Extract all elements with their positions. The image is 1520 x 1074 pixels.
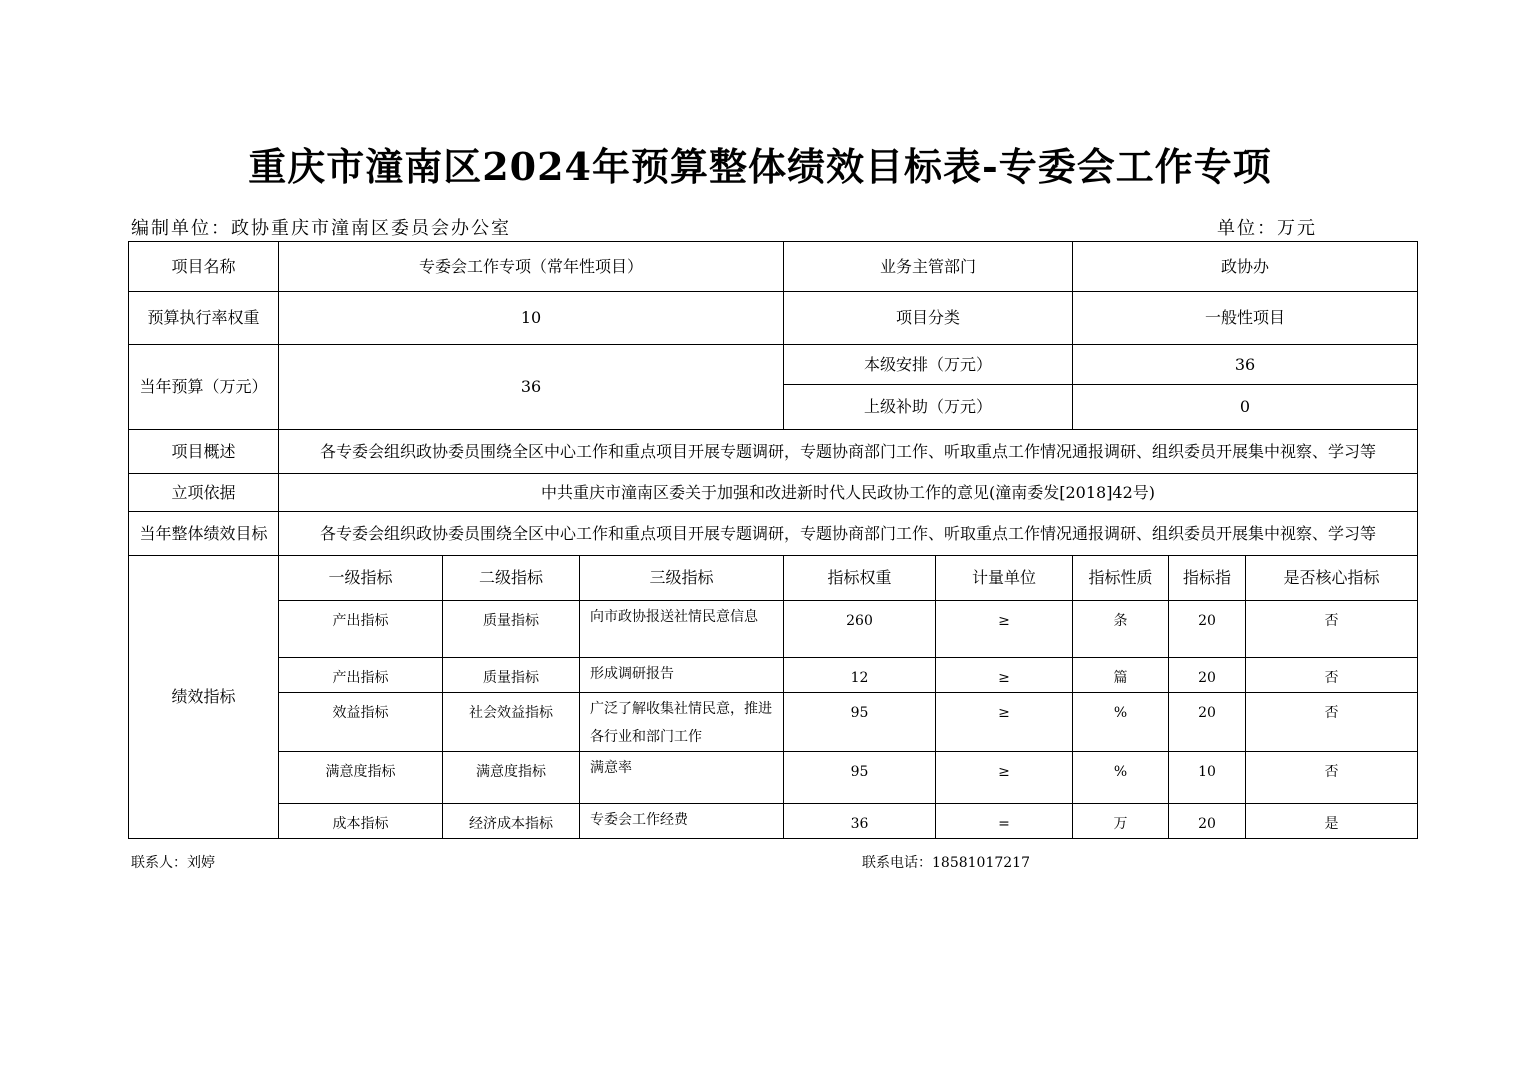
cell-core: 否 — [1246, 693, 1418, 752]
contact-person: 联系人：刘婷 — [131, 855, 215, 871]
cell-nature: 篇 — [1073, 658, 1169, 693]
indicators-section-label: 绩效指标 — [129, 556, 279, 839]
subsidy-label: 上级补助（万元） — [784, 385, 1073, 430]
cell-target: 10 — [1169, 752, 1246, 804]
indicator-header-row — [129, 556, 1418, 601]
table-row — [129, 693, 1418, 752]
cell-target: 20 — [1169, 693, 1246, 752]
goal-value: 各专委会组织政协委员围绕全区中心工作和重点项目开展专题调研，专题协商部门工作、听取重点工作情况通报调研、组织委员开展集中视察、学习等 — [279, 512, 1418, 556]
cell-level3: 形成调研报告 — [580, 658, 784, 693]
cell-level3: 满意率 — [580, 752, 784, 804]
table-row — [129, 601, 1418, 658]
cell-level3: 向市政协报送社情民意信息 — [580, 601, 784, 658]
local-label: 本级安排（万元） — [784, 345, 1073, 385]
cell-level2: 经济成本指标 — [443, 804, 580, 839]
overview-label: 项目概述 — [129, 430, 279, 474]
cell-core: 否 — [1246, 658, 1418, 693]
cell-level2: 质量指标 — [443, 658, 580, 693]
table-row — [129, 752, 1418, 804]
cell-target: 20 — [1169, 804, 1246, 839]
row-basis — [129, 474, 1418, 512]
header-level1: 一级指标 — [279, 556, 443, 601]
cell-level2: 社会效益指标 — [443, 693, 580, 752]
header-unit: 计量单位 — [936, 556, 1073, 601]
cell-level3: 广泛了解收集社情民意，推进各行业和部门工作 — [580, 693, 784, 752]
budget-label: 当年预算（万元） — [129, 345, 279, 430]
cell-weight: 260 — [784, 601, 936, 658]
page-title: 重庆市潼南区2024年预算整体绩效目标表-专委会工作专项 — [248, 144, 1272, 189]
basis-value: 中共重庆市潼南区委关于加强和改进新时代人民政协工作的意见(潼南委发[2018]42号) — [279, 474, 1418, 512]
header-level2: 二级指标 — [443, 556, 580, 601]
performance-table — [128, 241, 1418, 839]
dept-value: 政协办 — [1073, 242, 1418, 292]
cell-core: 是 — [1246, 804, 1418, 839]
local-value: 36 — [1073, 345, 1418, 385]
cell-weight: 95 — [784, 752, 936, 804]
cell-level1: 产出指标 — [279, 658, 443, 693]
cell-nature: 条 — [1073, 601, 1169, 658]
project-name-value: 专委会工作专项（常年性项目） — [279, 242, 784, 292]
currency-unit: 单位：万元 — [1217, 218, 1317, 239]
subsidy-value: 0 — [1073, 385, 1418, 430]
category-value: 一般性项目 — [1073, 292, 1418, 345]
contact-phone: 联系电话：18581017217 — [862, 855, 1030, 871]
cell-target: 20 — [1169, 658, 1246, 693]
header-core: 是否核心指标 — [1246, 556, 1418, 601]
cell-nature: % — [1073, 693, 1169, 752]
weight-label: 预算执行率权重 — [129, 292, 279, 345]
cell-nature: % — [1073, 752, 1169, 804]
goal-label: 当年整体绩效目标 — [129, 512, 279, 556]
weight-value: 10 — [279, 292, 784, 345]
cell-level1: 效益指标 — [279, 693, 443, 752]
overview-value: 各专委会组织政协委员围绕全区中心工作和重点项目开展专题调研，专题协商部门工作、听取重点工作情况通报调研、组织委员开展集中视察、学习等 — [279, 430, 1418, 474]
table-row — [129, 658, 1418, 693]
cell-level2: 满意度指标 — [443, 752, 580, 804]
cell-weight: 12 — [784, 658, 936, 693]
compiler-unit: 编制单位：政协重庆市潼南区委员会办公室 — [131, 218, 511, 239]
header-nature: 指标性质 — [1073, 556, 1169, 601]
cell-level3: 专委会工作经费 — [580, 804, 784, 839]
cell-weight: 36 — [784, 804, 936, 839]
basis-label: 立项依据 — [129, 474, 279, 512]
cell-weight: 95 — [784, 693, 936, 752]
header-target: 指标指 — [1169, 556, 1246, 601]
cell-unit: ≥ — [936, 601, 1073, 658]
row-project-name — [129, 242, 1418, 292]
dept-label: 业务主管部门 — [784, 242, 1073, 292]
budget-value: 36 — [279, 345, 784, 430]
cell-level1: 产出指标 — [279, 601, 443, 658]
cell-nature: 万 — [1073, 804, 1169, 839]
row-goal — [129, 512, 1418, 556]
cell-unit: ≥ — [936, 693, 1073, 752]
cell-level1: 成本指标 — [279, 804, 443, 839]
cell-level1: 满意度指标 — [279, 752, 443, 804]
cell-unit: = — [936, 804, 1073, 839]
cell-target: 20 — [1169, 601, 1246, 658]
cell-level2: 质量指标 — [443, 601, 580, 658]
table-row — [129, 804, 1418, 839]
cell-unit: ≥ — [936, 658, 1073, 693]
header-level3: 三级指标 — [580, 556, 784, 601]
project-name-label: 项目名称 — [129, 242, 279, 292]
row-overview — [129, 430, 1418, 474]
cell-core: 否 — [1246, 752, 1418, 804]
row-weight — [129, 292, 1418, 345]
cell-unit: ≥ — [936, 752, 1073, 804]
header-weight: 指标权重 — [784, 556, 936, 601]
cell-core: 否 — [1246, 601, 1418, 658]
row-budget — [129, 345, 1418, 385]
category-label: 项目分类 — [784, 292, 1073, 345]
